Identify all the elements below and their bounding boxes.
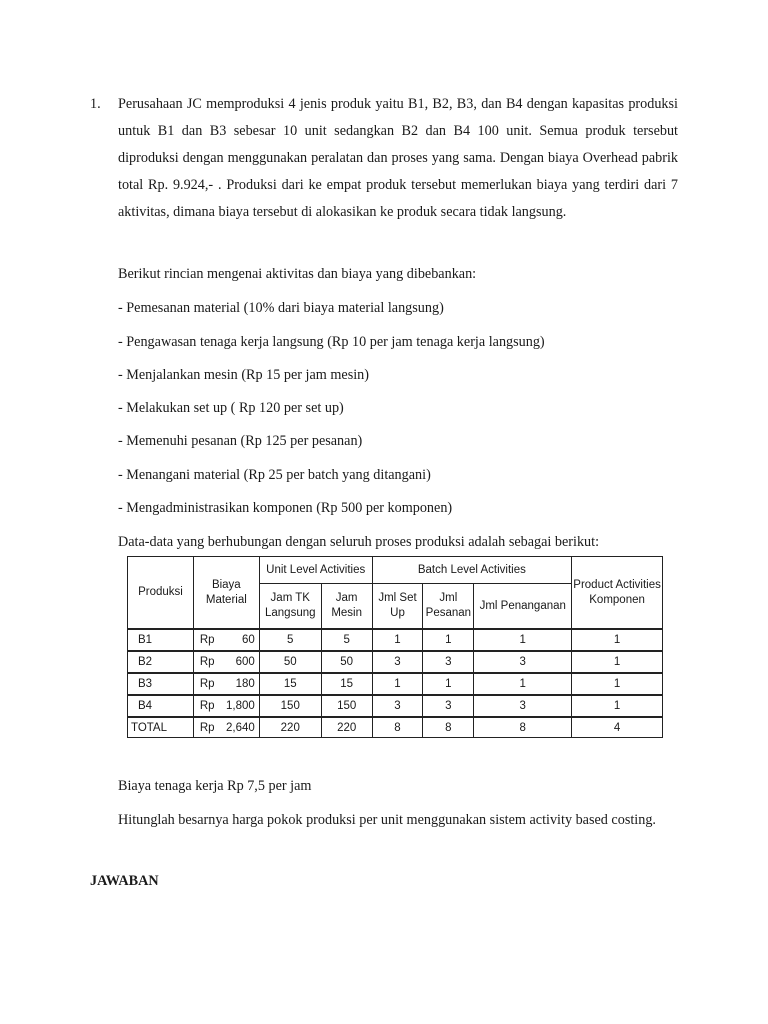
labor-cost: Biaya tenaga kerja Rp 7,5 per jam: [118, 778, 312, 794]
answer-heading: JAWABAN: [90, 873, 159, 889]
table-row: [128, 629, 663, 651]
cell-komponen: 1: [572, 651, 663, 673]
cell-pesanan: 3: [423, 651, 474, 673]
cell-biaya: Rp 60: [193, 629, 259, 651]
table-total-row: [128, 717, 663, 738]
header-jam-mesin: Jam Mesin: [321, 584, 372, 630]
cell-produk: B3: [128, 673, 194, 695]
cell-produk: B2: [128, 651, 194, 673]
activity-item: - Pengawasan tenaga kerja langsung (Rp 10 per jam tenaga kerja langsung): [118, 334, 545, 350]
cell-biaya: Rp 2,640: [193, 717, 259, 738]
cell-komponen: 1: [572, 695, 663, 717]
cell-jam-mesin: 150: [321, 695, 372, 717]
activity-item: - Menjalankan mesin (Rp 15 per jam mesin): [118, 367, 369, 383]
cell-jam-mesin: 5: [321, 629, 372, 651]
cell-penanganan: 3: [474, 695, 572, 717]
cell-produk: TOTAL: [128, 717, 194, 738]
table-intro: Data-data yang berhubungan dengan seluruh proses produksi adalah sebagai berikut:: [118, 534, 600, 550]
activity-item: - Melakukan set up ( Rp 120 per set up): [118, 400, 344, 416]
cell-jam-mesin: 50: [321, 651, 372, 673]
header-batch-level: Batch Level Activities: [372, 557, 572, 584]
cell-penanganan: 8: [474, 717, 572, 738]
question-1: [90, 91, 678, 226]
cell-pesanan: 3: [423, 695, 474, 717]
cell-produk: B1: [128, 629, 194, 651]
cell-jam-tk: 5: [259, 629, 321, 651]
table-row: [128, 673, 663, 695]
cell-penanganan: 1: [474, 673, 572, 695]
cell-pesanan: 8: [423, 717, 474, 738]
header-jam-tk: Jam TK Langsung: [259, 584, 321, 630]
table-row: [128, 651, 663, 673]
cell-jam-tk: 50: [259, 651, 321, 673]
cell-komponen: 1: [572, 629, 663, 651]
header-jml-setup: Jml Set Up: [372, 584, 423, 630]
cell-penanganan: 3: [474, 651, 572, 673]
activities-heading: Berikut rincian mengenai aktivitas dan biaya yang dibebankan:: [118, 266, 477, 282]
header-unit-level: Unit Level Activities: [259, 557, 372, 584]
cell-pesanan: 1: [423, 673, 474, 695]
cell-jam-tk: 220: [259, 717, 321, 738]
header-jml-penanganan: Jml Penanganan: [474, 584, 572, 630]
table-row: [128, 695, 663, 717]
cell-setup: 1: [372, 673, 423, 695]
cell-jam-mesin: 15: [321, 673, 372, 695]
header-produksi: Produksi: [128, 557, 194, 630]
cell-biaya: Rp 180: [193, 673, 259, 695]
cell-jam-tk: 15: [259, 673, 321, 695]
question-number: 1.: [90, 96, 101, 112]
cell-produk: B4: [128, 695, 194, 717]
cell-setup: 3: [372, 695, 423, 717]
header-jml-pesanan: Jml Pesanan: [423, 584, 474, 630]
cell-komponen: 4: [572, 717, 663, 738]
cell-setup: 8: [372, 717, 423, 738]
activity-item: - Memenuhi pesanan (Rp 125 per pesanan): [118, 433, 363, 449]
cell-penanganan: 1: [474, 629, 572, 651]
cell-biaya: Rp 1,800: [193, 695, 259, 717]
question-intro: Perusahaan JC memproduksi 4 jenis produk yaitu B1, B2, B3, dan B4 dengan kapasitas produksi untuk B1 dan B3 sebesar 10 unit sedangkan B2 dan B4 100 unit. Semua produk tersebut diproduksi dengan menggunakan peralatan dan proses yang sama. Dengan biaya Overhead pabrik total Rp. 9.924,- . Produksi dari ke empat produk tersebut memerlukan biaya yang terdiri dari 7 aktivitas, dimana biaya tersebut di alokasikan ke produk secara tidak langsung.: [118, 96, 678, 220]
activity-item: - Pemesanan material (10% dari biaya material langsung): [118, 300, 444, 316]
cell-setup: 3: [372, 651, 423, 673]
cell-pesanan: 1: [423, 629, 474, 651]
cell-jam-tk: 150: [259, 695, 321, 717]
production-data-table: [127, 556, 663, 738]
header-product-level: Product Activities Komponen: [572, 557, 663, 630]
cell-jam-mesin: 220: [321, 717, 372, 738]
cell-komponen: 1: [572, 673, 663, 695]
header-biaya-material: Biaya Material: [193, 557, 259, 630]
activity-item: - Mengadministrasikan komponen (Rp 500 per komponen): [118, 500, 453, 516]
instruction: Hitunglah besarnya harga pokok produksi per unit menggunakan sistem activity based costing.: [118, 812, 656, 828]
activity-item: - Menangani material (Rp 25 per batch yang ditangani): [118, 467, 431, 483]
cell-biaya: Rp 600: [193, 651, 259, 673]
cell-setup: 1: [372, 629, 423, 651]
